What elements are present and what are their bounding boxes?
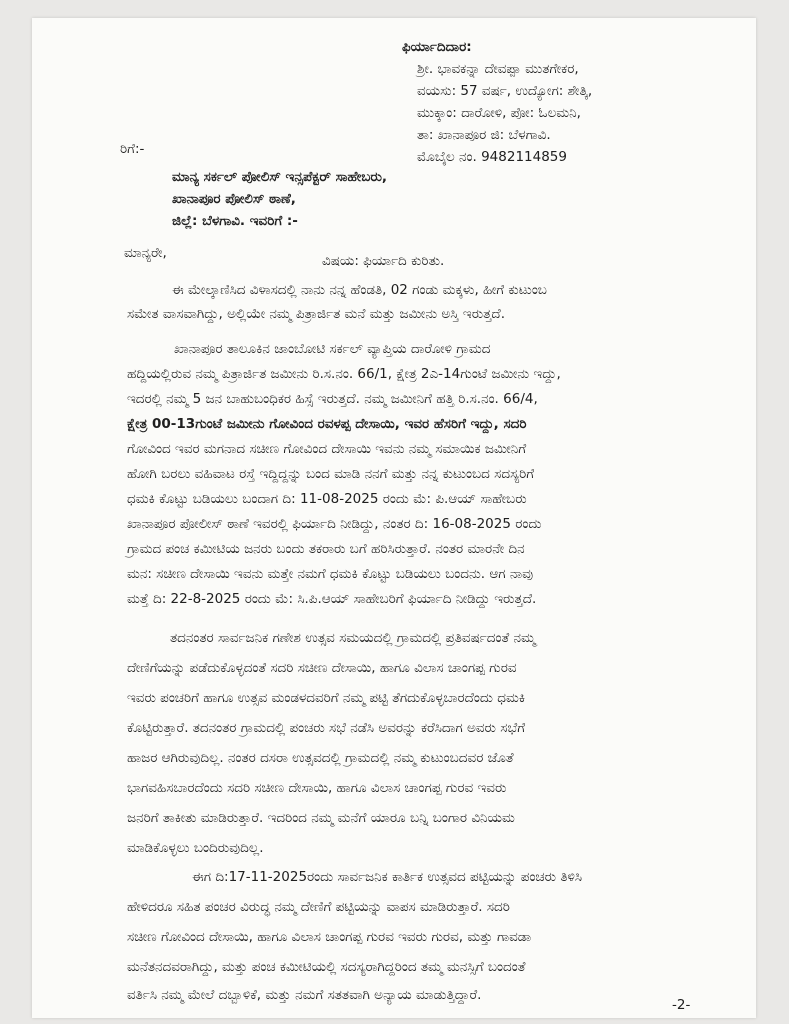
body-line: ಖಾನಾಪೂರ ಪೋಲೀಸ್ ಠಾಣೆ ಇವರಲ್ಲಿ ಫಿರ್ಯಾದಿ ನೀಡಿದ್ದು, ನಂತರ ದಿ: 16-08-2025 ರಂದು <box>127 516 542 532</box>
body-line: ಜನರಿಗೆ ತಾಕೀತು ಮಾಡಿರುತ್ತಾರೆ. ಇದರಿಂದ ನಮ್ಮ ಮನೆಗೆ ಯಾರೂ ಬನ್ನಿ ಬಂಗಾರ ವಿನಿಯಮ <box>127 810 515 826</box>
complainant-heading: ಫಿರ್ಯಾದಿದಾರ: <box>402 39 472 55</box>
body-line: ಗ್ರಾಮದ ಪಂಚ ಕಮೀಟಿಯ ಜನರು ಬಂದು ತಕರಾರು ಬಗೆ ಹರಿಸಿರುತ್ತಾರೆ. ನಂತರ ಮಾರನೇ ದಿನ <box>127 541 525 557</box>
body-line: ಮತ್ತೆ ದಿ: 22-8-2025 ರಂದು ಮೆ: ಸಿ.ಪಿ.ಆಯ್ ಸಾಹೇಬರಿಗೆ ಫಿರ್ಯಾದಿ ನೀಡಿದ್ದು ಇರುತ್ತದೆ. <box>127 591 537 607</box>
body-line: ಭಾಗವಹಿಸಬಾರದೆಂದು ಸದರಿ ಸಚೀಣ ದೇಸಾಯಿ, ಹಾಗೂ ವಿಲಾಸ ಚಾಂಗಪ್ಪ ಗುರವ ಇವರು <box>127 780 507 796</box>
body-line: ಸಚೀಣ ಗೋವಿಂದ ದೇಸಾಯಿ, ಹಾಗೂ ವಿಲಾಸ ಚಾಂಗಪ್ಪ ಗುರವ ಇವರು ಗುರವ, ಮತ್ತು ಗಾವಡಾ <box>127 929 532 945</box>
complainant-phone: ಮೊಬೈಲ ನಂ. 9482114859 <box>417 149 567 165</box>
recipient-line: ಖಾನಾಪೂರ ಪೋಲಿಸ್ ಠಾಣೆ, <box>172 191 296 207</box>
body-line: ದೇಣಿಗೆಯನ್ನು ಪಡೆದುಕೊಳ್ಳದಂತೆ ಸದರಿ ಸಚೀಣ ದೇಸಾಯಿ, ಹಾಗೂ ವಿಲಾಸ ಚಾಂಗಪ್ಪ ಗುರವ <box>127 660 517 676</box>
body-line: ಕೊಟ್ಟಿರುತ್ತಾರೆ. ತದನಂತರ ಗ್ರಾಮದಲ್ಲಿ ಪಂಚರು ಸಭೆ ನಡೆಸಿ ಅವರನ್ನು ಕರೆಸಿದಾಗ ಅವರು ಸಭೆಗೆ <box>127 720 526 736</box>
complainant-line: ವಯಸು: 57 ವರ್ಷ, ಉದ್ಯೋಗ: ಶೇತ್ಕಿ, <box>417 83 593 99</box>
subject-line: ವಿಷಯ: ಫಿರ್ಯಾದಿ ಕುರಿತು. <box>322 253 445 269</box>
body-line: ಮನ: ಸಚೀಣ ದೇಸಾಯಿ ಇವನು ಮತ್ತೇ ನಮಗೆ ಧಮಕಿ ಕೊಟ್ಟು ಬಡಿಯಲು ಬಂದನು. ಆಗ ನಾವು <box>127 566 534 582</box>
complainant-line: ಮುಕ್ಕಾಂ: ದಾರೋಳಿ, ಪೋ: ಓಲಮನಿ, <box>417 105 581 121</box>
body-line: ಗೋವಿಂದ ಇವರ ಮಗನಾದ ಸಚೀಣ ಗೋವಿಂದ ದೇಸಾಯಿ ಇವನು ನಮ್ಮ ಸಮಾಯಿಕ ಜಮೀನಿಗೆ <box>127 441 527 457</box>
recipient-line: ಜಿಲ್ಲೆ: ಬೆಳಗಾವಿ. ಇವರಿಗೆ :- <box>172 213 298 229</box>
body-line: ಹಾಜರ ಆಗಿರುವುದಿಲ್ಲ. ನಂತರ ದಸರಾ ಉತ್ಸವದಲ್ಲಿ ಗ್ರಾಮದಲ್ಲಿ ನಮ್ಮ ಕುಟುಂಬದವರ ಜೊತೆ <box>127 750 514 766</box>
complainant-line: ತಾ: ಖಾನಾಪೂರ ಜಿ: ಬೆಳಗಾವಿ. <box>417 127 551 143</box>
complainant-line: ಶ್ರೀ. ಭಾವಕನ್ನಾ ದೇವಪ್ಪಾ ಮುತಗೇಕರ, <box>417 61 579 77</box>
body-line: ಇದರಲ್ಲಿ ನಮ್ಮ 5 ಜನ ಬಾಹುಬಂಧಿಕರ ಹಿಸ್ಸೆ ಇರುತ್ತದೆ. ನಮ್ಮ ಜಮೀನಿಗೆ ಹತ್ತಿ ರಿ.ಸ.ನಂ. 66/4, <box>127 391 538 407</box>
recipient-line: ಮಾನ್ಯ ಸರ್ಕಲ್ ಪೋಲಿಸ್ ಇನ್ಸಪೆಕ್ಟರ್ ಸಾಹೇಬರು, <box>172 169 387 185</box>
body-line: ಇವರು ಪಂಚರಿಗೆ ಹಾಗೂ ಉತ್ಸವ ಮಂಡಳದವರಿಗೆ ನಮ್ಮ ಪಟ್ಟಿ ತೆಗದುಕೊಳ್ಳಬಾರದೆಂದು ಧಮಕಿ <box>127 690 526 706</box>
body-line: ತದನಂತರ ಸಾರ್ವಜನಿಕ ಗಣೇಶ ಉತ್ಸವ ಸಮಯದಲ್ಲಿ ಗ್ರಾಮದಲ್ಲಿ ಪ್ರತಿವರ್ಷದಂತೆ ನಮ್ಮ <box>170 630 536 646</box>
document-page <box>32 18 756 1018</box>
body-line: ಕ್ಷೇತ್ರ 00-13ಗುಂಟೆ ಜಮೀನು ಗೋವಿಂದ ರವಳಪ್ಪ ದೇಸಾಯಿ, ಇವರ ಹೆಸರಿಗೆ ಇದ್ದು, ಸದರಿ <box>127 416 527 432</box>
body-line: ಹೋಗಿ ಬರಲು ವಹಿವಾಟ ರಸ್ತೆ ಇದ್ದಿದ್ದನ್ನು ಬಂದ ಮಾಡಿ ನನಗೆ ಮತ್ತು ನನ್ನ ಕುಟುಂಬದ ಸದಸ್ಯರಿಗೆ <box>127 466 535 482</box>
body-line: ಈಗ ದಿ:17-11-2025ರಂದು ಸಾರ್ವಜನಿಕ ಕಾರ್ತಿಕ ಉತ್ಸವದ ಪಟ್ಟಿಯನ್ನು ಪಂಚರು ತಿಳಿಸಿ <box>192 869 583 885</box>
body-line: ಮನೆತನದವರಾಗಿದ್ದು, ಮತ್ತು ಪಂಚ ಕಮೀಟಿಯಲ್ಲಿ ಸದಸ್ಯರಾಗಿದ್ದರಿಂದ ತಮ್ಮ ಮನಸ್ಸಿಗೆ ಬಂದಂತೆ <box>127 959 526 975</box>
body-line: ವರ್ತಿಸಿ ನಮ್ಮ ಮೇಲೆ ದಬ್ಬಾಳಿಕೆ, ಮತ್ತು ನಮಗೆ ಸತತವಾಗಿ ಅನ್ಯಾಯ ಮಾಡುತ್ತಿದ್ದಾರೆ. <box>127 987 482 1003</box>
page-number: -2- <box>672 997 691 1013</box>
body-line: ಹೇಳಿದರೂ ಸಹಿತ ಪಂಚರ ವಿರುದ್ಧ ನಮ್ಮ ದೇಣಿಗೆ ಪಟ್ಟಿಯನ್ನು ವಾಪಸ ಮಾಡಿರುತ್ತಾರೆ. ಸದರಿ <box>127 899 510 915</box>
body-line: ಖಾನಾಪೂರ ತಾಲೂಕಿನ ಜಾಂಬೋಟಿ ಸರ್ಕಲ್ ವ್ಯಾಪ್ತಿಯ ದಾರೋಳಿ ಗ್ರಾಮದ <box>174 341 491 357</box>
body-line: ಈ ಮೇಲ್ಕಾಣಿಸಿದ ವಿಳಾಸದಲ್ಲಿ ನಾನು ನನ್ನ ಹೆಂಡತಿ, 02 ಗಂಡು ಮಕ್ಕಳು, ಹೀಗೆ ಕುಟುಂಬ <box>172 282 547 298</box>
body-line: ಹದ್ದಿಯಲ್ಲಿರುವ ನಮ್ಮ ಪಿತ್ರಾರ್ಜಿತ ಜಮೀನು ರಿ.ಸ.ನಂ. 66/1, ಕ್ಷೇತ್ರ 2ಎ-14ಗುಂಟೆ ಜಮೀನು ಇದ್ದು, <box>127 366 561 382</box>
body-line: ಮಾಡಿಕೊಳ್ಳಲು ಬಂದಿರುವುದಿಲ್ಲ. <box>127 840 264 856</box>
body-line: ಧಮಕಿ ಕೊಟ್ಟು ಬಡಿಯಲು ಬಂದಾಗ ದಿ: 11-08-2025 ರಂದು ಮೆ: ಪಿ.ಆಯ್ ಸಾಹೇಬರು <box>127 491 527 507</box>
to-label: ರಿಗೆ:- <box>120 141 145 157</box>
salutation: ಮಾನ್ಯರೇ, <box>124 245 167 261</box>
body-line: ಸಮೇತ ವಾಸವಾಗಿದ್ದು, ಅಲ್ಲಿಯೇ ನಮ್ಮ ಪಿತ್ರಾರ್ಜಿತ ಮನೆ ಮತ್ತು ಜಮೀನು ಅಸ್ತಿ ಇರುತ್ತದೆ. <box>127 306 505 322</box>
